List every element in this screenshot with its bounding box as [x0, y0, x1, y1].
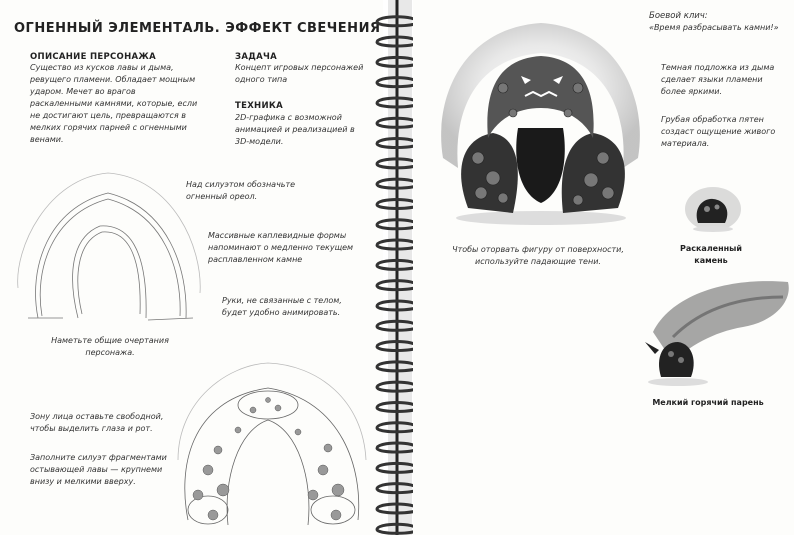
note-background: Темная подложка из дыма сделает языки пламени более яркими. [661, 63, 775, 96]
note-face: Зону лица оставьте свободной, чтобы выделить глаза и рот. [30, 412, 164, 433]
label-hot-stone: Раскаленный камень [679, 244, 742, 265]
task-text: Концепт игровых персонажей одного типа [235, 63, 364, 84]
small-hot-guy-illustration [633, 272, 794, 392]
fire-elemental-illustration [433, 18, 648, 233]
technique-heading: ТЕХНИКА [235, 101, 284, 111]
hot-stone-illustration [683, 183, 743, 238]
task-heading: ЗАДАЧА [235, 52, 278, 62]
outline-sketch [8, 168, 208, 336]
battle-cry-label: Боевой клич: [649, 11, 708, 21]
note-fill: Заполните силуэт фрагментами остывающей лавы — крупнеми внизу и мелкими вверху. [30, 453, 167, 486]
note-outline: Наметьте общие очертания персонажа. [51, 336, 169, 357]
page-title: ОГНЕННЫЙ ЭЛЕМЕНТАЛЬ. ЭФФЕКТ СВЕЧЕНИЯ [14, 21, 381, 36]
label-small-hot-guy: Мелкий горячий парень [652, 398, 764, 407]
description-heading: ОПИСАНИЕ ПЕРСОНАЖА [30, 52, 156, 62]
right-page [413, 0, 794, 535]
technique-text: 2D-графика с возможной анимацией и реализацией в 3D-модели. [235, 113, 355, 146]
lava-fill-sketch [168, 360, 373, 535]
left-page [0, 0, 383, 535]
note-rough: Грубая обработка пятен создаст ощущение живого материала. [661, 115, 776, 148]
note-hands: Руки, не связанные с телом, будет удобно анимировать. [222, 296, 342, 317]
note-drop-shapes: Массивные каплевидные формы напоминают о медленно текущем расплавленном камне [208, 231, 354, 264]
description-text: Существо из кусков лавы и дыма, ревущего пламени. Обладает мощным ударом. Мечет во врагов раскаленными камнями, которые, если не достигают цель, превращаются в мелких горячих парней с огненными венами. [30, 63, 198, 144]
note-shadow: Чтобы оторвать фигуру от поверхности, используйте падающие тени. [452, 245, 624, 266]
note-silhouette: Над силуэтом обозначьте огненный ореол. [186, 180, 296, 201]
battle-cry: «Время разбрасывать камни!» [649, 23, 779, 32]
